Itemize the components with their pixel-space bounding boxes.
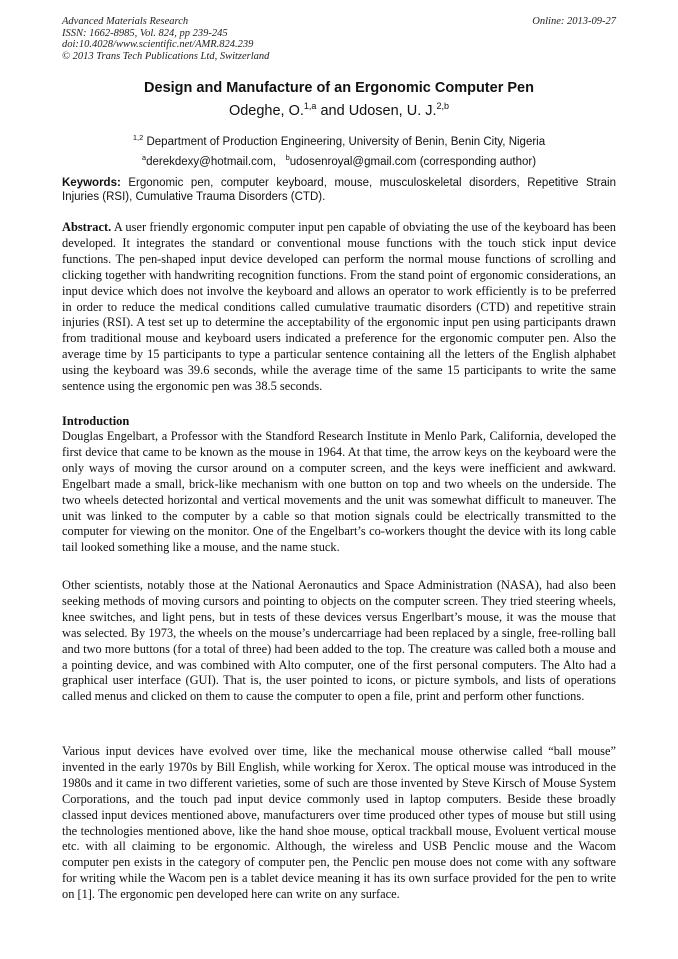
affiliation-block (62, 130, 616, 170)
author-line (62, 101, 616, 119)
email-a-sup: a (141, 152, 147, 162)
keywords-label: Keywords: (62, 177, 121, 189)
intro-paragraph-3: Various input devices have evolved over time, like the mechanical mouse otherwise called “ball mouse” invented in the early 1970s by Bill English, while working for Xerox. The optical mouse was introduced in the 1980s and it came in two different varieties, some of such are those invented by Steve Kirsch of Mouse System Corporations, and the touch pad input device commonly used in laptop computers. Beside these broadly classed input devices mentioned above, manufacturers over time produced other types of mouse but still using the technologies mentioned above, like the hand shoe mouse, optical trackball mouse, Evoluent vertical mouse etc. with all claiming to be ergonomic. Although, the wireless and USB Penclic mouse and the Wacom computer pen exists in the category of computer pen, the Penclic pen mouse does not come with any software for writing while the Wacom pen is a tablet device meaning it has its own surface provided for the pen to write on [1]. The ergonomic pen developed here can write on any surface. (62, 744, 616, 902)
journal-header (62, 16, 616, 62)
author-connector: and (316, 102, 349, 119)
author-1: Odeghe, O. (228, 102, 304, 119)
author-2: Udosen, U. J. (348, 102, 437, 119)
doi-line[interactable]: doi:10.4028/www.scientific.net/AMR.824.239 (62, 39, 254, 50)
paper-title: Design and Manufacture of an Ergonomic Computer Pen (144, 80, 534, 96)
author-2-sup: 2,b (436, 101, 450, 111)
keywords-text: Ergonomic pen, computer keyboard, mouse, musculoskeletal disorders, Repetitive Strain Injuries (RSI), Cumulative Trauma Disorders (CTD). (62, 177, 616, 203)
intro-paragraph-2: Other scientists, notably those at the National Aeronautics and Space Administration (NASA), had also been seeking methods of moving cursors and pointing to objects on the computer screen. They tried steering wheels, knee switches, and light pens, but in tests of these devices versus Engerlbart’s mouse, it was the mouse that was selected. By 1973, the wheels on the mouse’s undercarriage had been replaced by a single, free-rolling ball and two more buttons (for a total of three) had been added to the top. The creature was called both a mouse and a pointing device, and was combined with Alto computer, one of the first personal computers. The Alto had a graphical user interface (GUI). That is, the user pointed to icons, or picture symbols, and lists of operations called menus and clicked on them to cause the computer to open a file, print and perform other functions. (62, 578, 616, 704)
keywords-block (62, 176, 616, 204)
author-1-sup: 1,a (303, 101, 317, 111)
department-line (62, 130, 616, 150)
introduction-heading: Introduction (62, 414, 130, 428)
email-b-sup: b (285, 152, 290, 162)
online-date: Online: 2013-09-27 (532, 16, 616, 27)
abstract-label: Abstract. (62, 220, 112, 234)
issn-line: ISSN: 1662-8985, Vol. 824, pp 239-245 (62, 27, 228, 39)
intro-paragraph-1: Douglas Engelbart, a Professor with the Standford Research Institute in Menlo Park, California, developed the first device that came to be known as the mouse in 1964. At that time, the arrow keys on the keyboard were the only ways of moving the cursor around on a computer screen, and the keys were inefficient and awkward. Engelbart made a small, brick-like mechanism with one button on top and two wheels on the underside. The two wheels detected horizontal and vertical movements and the unit was somewhat difficult to maneuver. The unit was linked to the computer by a cable so that motion signals could be electrically transmitted to the computer for viewing on the monitor. One of the Engelbart’s co-workers thought the device with its long cable tail looked something like a mouse, and the name stuck. (62, 429, 616, 555)
email-a[interactable]: derekdexy@hotmail.com, (146, 155, 277, 168)
department-text: Department of Production Engineering, University of Benin, Benin City, Nigeria (143, 135, 546, 148)
affiliation-sup: 1,2 (132, 133, 144, 142)
journal-name: Advanced Materials Research (62, 16, 189, 27)
abstract-paragraph (62, 220, 616, 395)
copyright-line: © 2013 Trans Tech Publications Ltd, Switzerland (62, 50, 270, 62)
abstract-text: A user friendly ergonomic computer input pen capable of obviating the use of the keyboard has been developed. It integrates the standard or conventional mouse functions with the touch stick input device functions. The pen-shaped input device developed can perform the normal mouse functions of scrolling and clicking together with handwriting recognition functions. From the stand point of ergonomic considerations, an input device which does not involve the keyboard and allows an operator to work efficiently is to be preferred in order to reduce the medical conditions called cumulative traumatic disorders (CTD) and repetitive strain injuries (RSI). A test set up to determine the acceptability of the ergonomic input pen using participants drawn from traditional mouse and keyboard users indicated a preference for the ergonomic computer pen. Also the average time by 15 participants to type a particular sentence containing all the letters of the English alphabet using the keyboard was 39.6 seconds, while the average time of the same 15 participants to write the same sentence using the ergonomic pen was 38.5 seconds. (62, 220, 616, 394)
email-line (62, 150, 616, 170)
email-b[interactable]: udosenroyal@gmail.com (corresponding author) (289, 155, 537, 168)
